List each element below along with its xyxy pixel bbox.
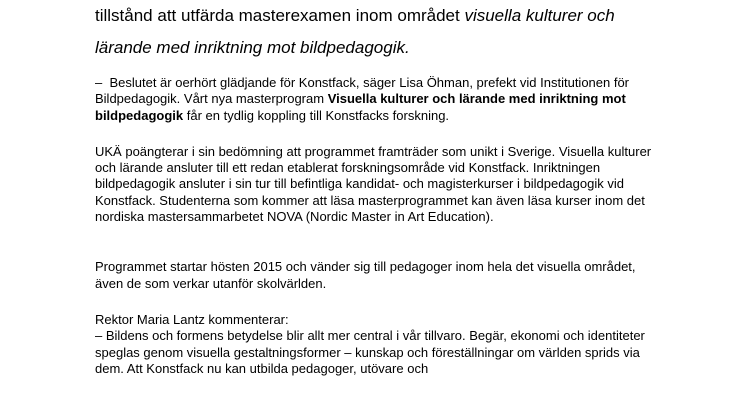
rektor-quote: – Bildens och formens betydelse blir allt mer central i vår tillvaro. Begär, ekonomi och identiteter speglas genom visuella gestaltningsformer – kunskap och föreställningar om världen sprids via dem. Att Konstfack nu kan utbilda pedagoger, utövare och [95,328,649,376]
program-name-bold: Visuella kulturer och lärande med inriktning mot bildpedagogik [95,91,630,123]
quote-text-start: – Beslutet är oerhört glädjande för Konstfack, säger Lisa Öhman, prefekt vid Institutionen för Bildpedagogik. Vårt nya masterprogram [95,75,633,107]
paragraph-uka-assessment: UKÄ poängterar i sin bedömning att programmet framträder som unikt i Sverige. Visuella kulturer och lärande ansluter till ett redan etablerat forskningsområde vid Konstfack. Inriktningen bildpedagogik ansluter i sin tur till befintliga kandidat- och magisterkurser i bildpedagogik vid Konstfack. Studenterna som kommer att läsa masterprogrammet kan även läsa kurser inom det nordiska mastersammarbetet NOVA (Nordic Master in Art Education). [95,143,655,225]
paragraph-quote-ohman [95,75,655,124]
rektor-intro-line: Rektor Maria Lantz kommenterar: [95,311,289,327]
lead-text-italic: visuella kulturer och lärande med inriktning mot bildpedagogik. [95,6,615,57]
press-release-body [95,0,655,377]
paragraph-program-start: Programmet startar hösten 2015 och vänder sig till pedagoger inom hela det visuella området, även de som verkar utanför skolvärlden. [95,259,640,291]
lead-paragraph [95,0,655,64]
quote-text-end: får en tydlig koppling till Konstfacks forskning. [183,107,450,123]
lead-text-normal: tillstånd att utfärda masterexamen inom området [95,6,465,25]
